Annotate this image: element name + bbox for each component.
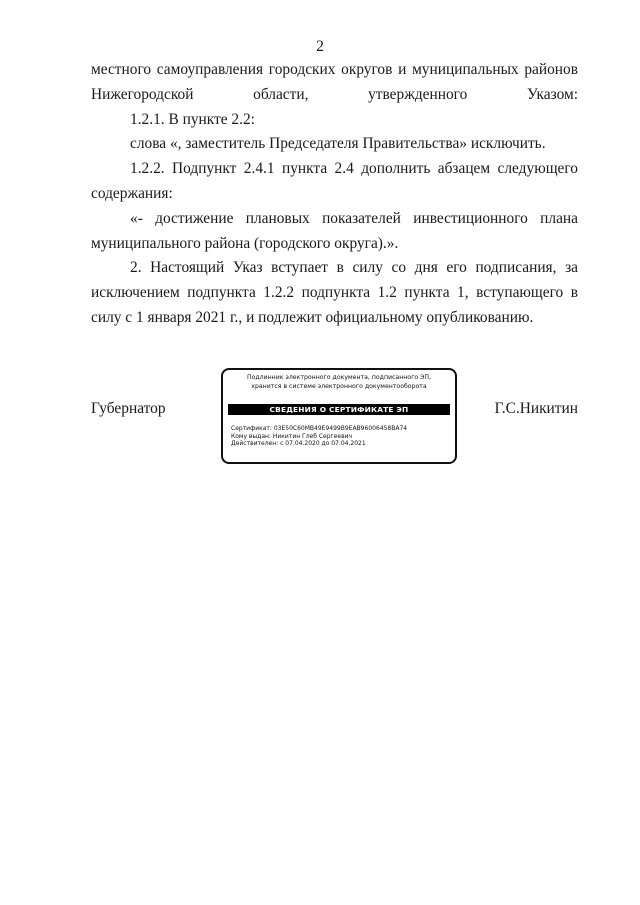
stamp-issued-to-row xyxy=(231,433,455,441)
stamp-certificate-row xyxy=(231,425,455,433)
stamp-header-line-1: Подлинник электронного документа, подписанного ЭП, xyxy=(246,374,432,381)
stamp-title-bar: СВЕДЕНИЯ О СЕРТИФИКАТЕ ЭП xyxy=(228,404,450,415)
electronic-signature-stamp xyxy=(221,368,457,464)
paragraph-intro-continuation: местного самоуправления городских округов и муниципальных районов Нижегородской области, утвержденного Указом: xyxy=(91,61,578,103)
paragraph-1-2-2: 1.2.2. Подпункт 2.4.1 пункта 2.4 дополнить абзацем следующего содержания: xyxy=(91,160,578,202)
signatory-position: Губернатор xyxy=(91,400,166,417)
issued-to-value: Никитин Глеб Сергеевич xyxy=(272,432,353,440)
valid-value: с 07.04.2020 до 07.04.2021 xyxy=(280,440,366,448)
certificate-value: 03E50C60MB49E9499B9EAB96006458BA74 xyxy=(273,425,408,432)
stamp-details xyxy=(231,425,455,448)
paragraph-1-2-1-text: слова «, заместитель Председателя Правительства» исключить. xyxy=(130,135,546,153)
signatory-name: Г.С.Никитин xyxy=(494,400,578,417)
document-body xyxy=(91,58,578,331)
stamp-valid-row xyxy=(231,440,455,448)
stamp-header-line-2: хранится в системе электронного документооборота xyxy=(251,382,427,390)
page-number: 2 xyxy=(316,38,324,55)
paragraph-1-2-2-quote: «- достижение плановых показателей инвестиционного плана муниципального района (городского округа).». xyxy=(91,209,578,252)
issued-to-label: Кому выдан: xyxy=(231,432,271,440)
paragraph-1-2-1: 1.2.1. В пункте 2.2: xyxy=(130,110,255,128)
valid-label: Действителен: xyxy=(231,440,279,448)
stamp-header xyxy=(223,374,455,391)
paragraph-2: 2. Настоящий Указ вступает в силу со дня его подписания, за исключением подпункта 1.2.2 подпункта 1.2 пункта 1, вступающего в силу с 1 января 2021 г., и подлежит официальному опубликованию. xyxy=(91,259,578,326)
certificate-label: Сертификат: xyxy=(231,425,272,432)
